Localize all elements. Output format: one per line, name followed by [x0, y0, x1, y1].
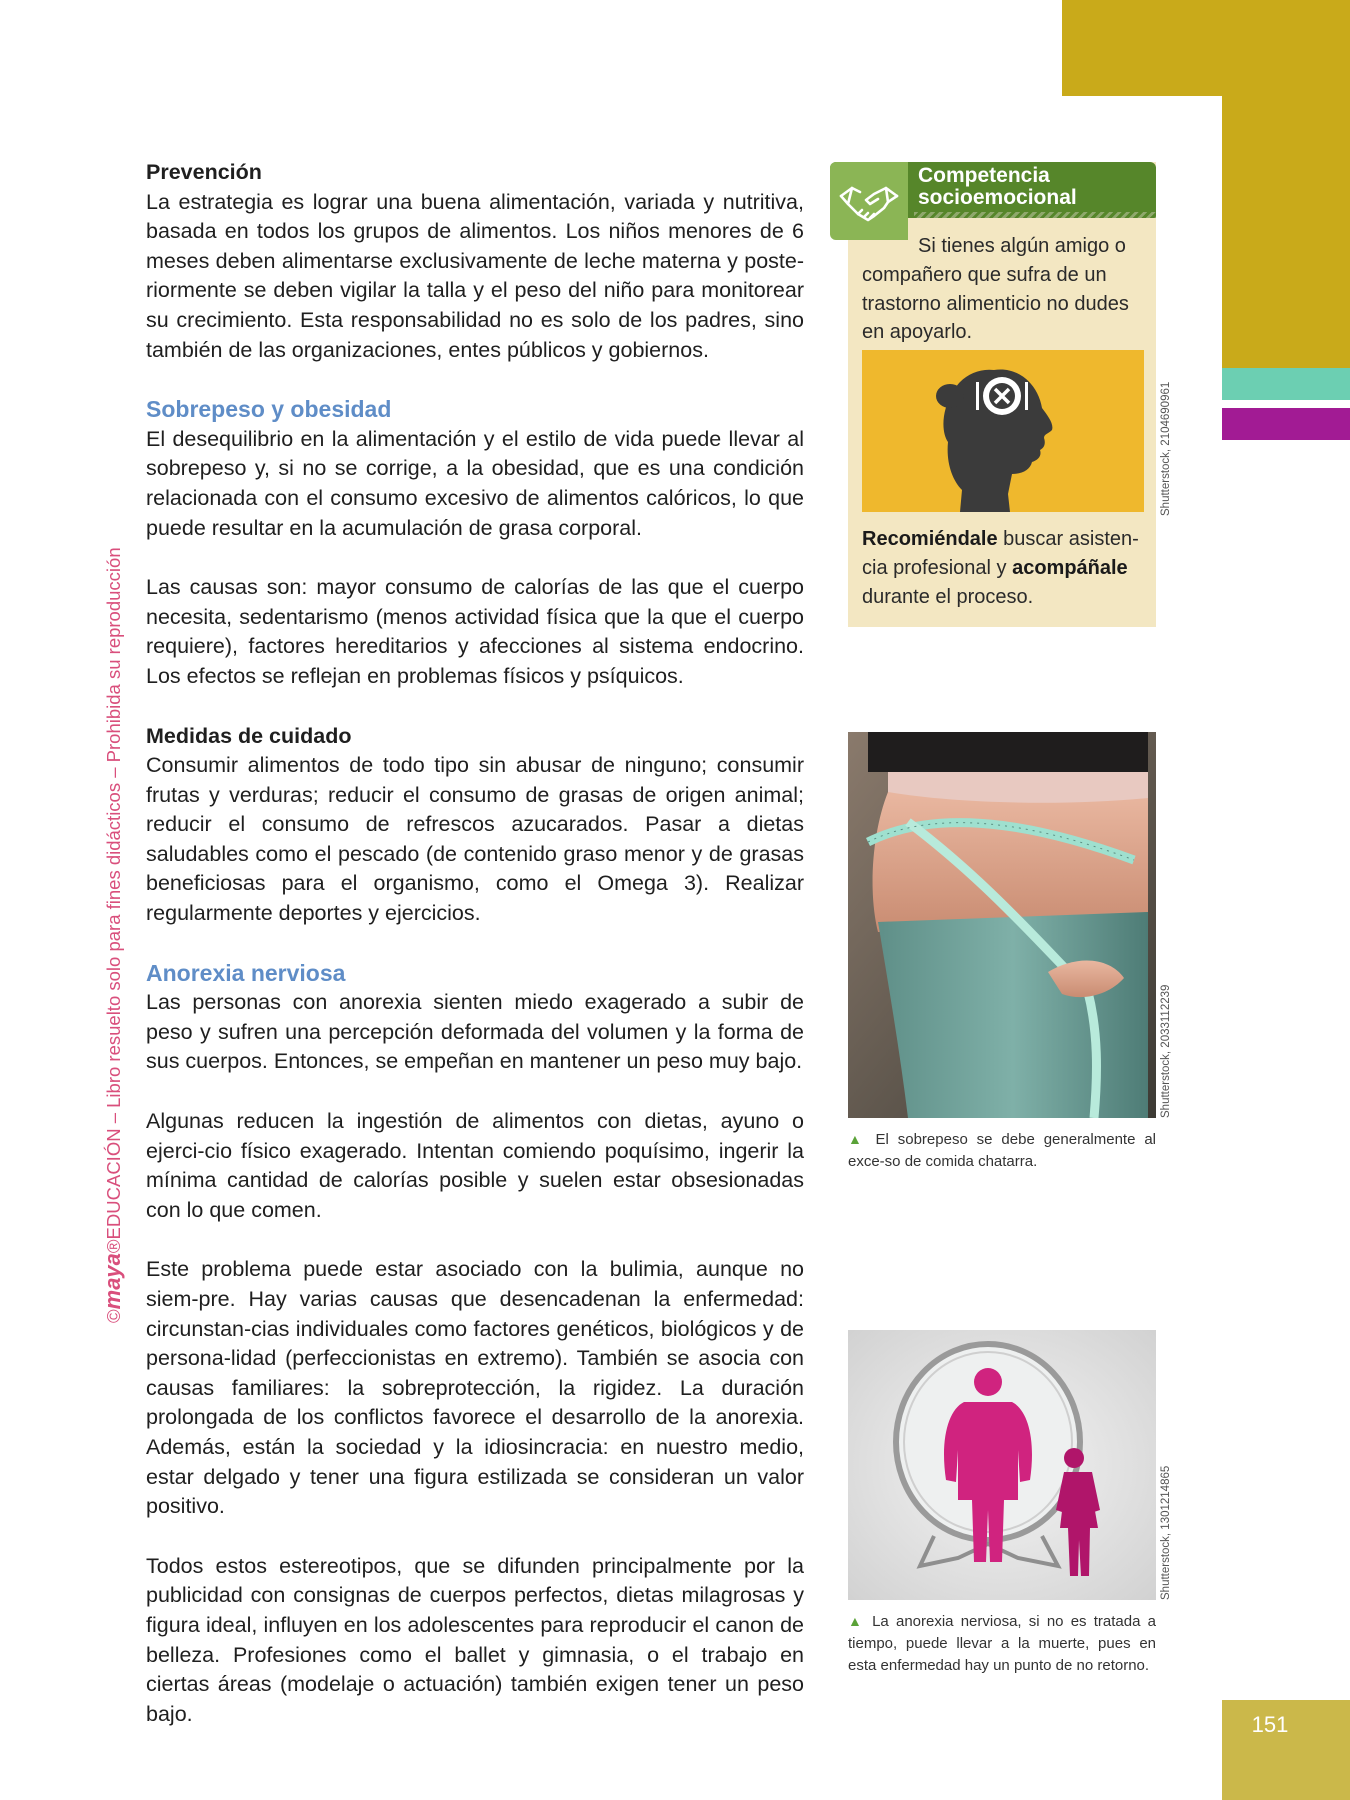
head-silhouette-illustration: [862, 350, 1144, 512]
triangle-icon: ▲: [848, 1613, 865, 1629]
main-column: [146, 158, 804, 1729]
copyright-side-note: [100, 547, 126, 1323]
side-note-text: EDUCACIÓN – Libro resuelto solo para fines didácticos – Prohibida su reproducción: [103, 547, 124, 1240]
rec-text-mid: buscar asisten-cia profesional y: [862, 528, 1139, 579]
registered-mark: ®: [103, 1239, 124, 1254]
paragraph-anorexia-2: Algunas reducen la ingestión de alimentos con dietas, ayuno o ejerci-cio físico exagerado. Intentan comiendo poquísimo, ingerir la mínima cantidad de calorías posible y suelen estar obsesionadas con lo que comen.: [146, 1109, 804, 1222]
triangle-icon: ▲: [848, 1131, 867, 1147]
decorative-gold-block: [1062, 0, 1350, 96]
rec-bold-2: acompáñale: [1012, 556, 1128, 579]
competencia-title: [918, 165, 1148, 209]
copyright-symbol: ©: [103, 1309, 124, 1323]
rec-text-end: durante el proceso.: [862, 585, 1034, 608]
handshake-icon: [830, 162, 908, 240]
credit-photo2: Shutterstock, 1301214865: [1160, 1465, 1172, 1600]
paragraph-anorexia-3: Este problema puede estar asociado con la bulimia, aunque no siem-pre. Hay varias causas que desencadenan la enfermedad: circunstan-cias individuales como factores genéticos, biológicos y de persona-lidad (perfeccionistas en extremo). También se asocia con causas familiares: la sobreprotección, la rigidez. La duración prolongada de los conflictos favorece el desarrollo de la anorexia. Además, están la sociedad y la idiosincracia: en nuestro medio, estar delgado y tener una figura estilizada se consideran un valor positivo.: [146, 1257, 804, 1519]
competencia-title-line1: Competencia: [918, 164, 1050, 187]
competencia-recommendation: [862, 525, 1148, 611]
competencia-title-line2: socioemocional: [918, 186, 1077, 209]
competencia-text-content: Si tienes algún amigo o compañero que sufra de un trastorno alimenticio no dudes en apoyarlo.: [862, 235, 1129, 344]
decorative-gold-tab: [1222, 96, 1350, 386]
brand-logo-text: maya: [100, 1253, 125, 1310]
paragraph-anorexia-4: Todos estos estereotipos, que se difunden principalmente por la publicidad con consignas de cuerpos perfectos, dietas milagrosas y figura ideal, influyen en los adolescentes para reproducir el canon de belleza. Profesiones como el ballet y gimnasia, o el trabajo en ciertas áreas (modelaje o actuación) también exigen tener un peso bajo.: [146, 1553, 804, 1726]
paragraph-anorexia-1: Las personas con anorexia sienten miedo exagerado a subir de peso y sufren una percepción deformada del volumen y la forma de sus cuerpos. Entonces, se empeñan en mantener un peso muy bajo.: [146, 990, 804, 1074]
paragraph-sobrepeso-2: Las causas son: mayor consumo de calorías de las que el cuerpo necesita, sedentarismo (menos actividad física que la que el cuerpo requiere), factores hereditarios y afecciones al sistema endocrino. Los efectos se reflejan en problemas físicos y psíquicos.: [146, 575, 804, 688]
heading-sobrepeso: Sobrepeso y obesidad: [146, 396, 392, 423]
photo-mirror-silhouettes: [848, 1330, 1156, 1600]
header-stripe: [914, 212, 1156, 218]
photo-measuring-tape: [848, 732, 1156, 1118]
decorative-teal-tab: [1222, 368, 1350, 400]
page-number: 151: [1251, 1712, 1289, 1737]
heading-prevencion: Prevención: [146, 160, 262, 184]
caption-photo1: [848, 1128, 1156, 1173]
credit-illustration: Shutterstock, 2104690961: [1160, 381, 1172, 516]
caption-photo2: [848, 1610, 1156, 1677]
rec-bold-1: Recomiéndale: [862, 528, 998, 550]
competencia-text: [862, 232, 1148, 347]
paragraph-prevencion: La estrategia es lograr una buena alimentación, variada y nutritiva, basada en todos los grupos de alimentos. Los niños menores de 6 meses deben alimentarse exclusivamente de leche materna y poste-riormente se deben vigilar la talla y el peso del niño para monitorear su crecimiento. Esta responsabilidad no es solo de los padres, sino también de las organizaciones, entes públicos y gobiernos.: [146, 189, 804, 362]
caption-photo2-text: La anorexia nerviosa, si no es tratada a tiempo, puede llevar a la muerte, pues en esta enfermedad hay un punto de no retorno.: [848, 1613, 1156, 1674]
credit-photo1: Shutterstock, 2033112239: [1160, 984, 1172, 1118]
heading-medidas: Medidas de cuidado: [146, 723, 352, 748]
decorative-magenta-tab: [1222, 408, 1350, 440]
paragraph-sobrepeso-1: El desequilibrio en la alimentación y el estilo de vida puede llevar al sobrepeso y, si no se corrige, a la obesidad, que es una condición relacionada con el consumo excesivo de alimentos calóricos, lo que puede resultar en la acumulación de grasa corporal.: [146, 426, 804, 540]
caption-photo1-text: El sobrepeso se debe generalmente al exce-so de comida chatarra.: [848, 1131, 1156, 1170]
heading-anorexia: Anorexia nerviosa: [146, 959, 346, 986]
paragraph-medidas: Consumir alimentos de todo tipo sin abusar de ninguno; consumir frutas y verduras; reducir el consumo de grasas de origen animal; reducir el consumo de refrescos azucarados. Pasar a dietas saludables como el pescado (de contenido graso menor y de grasas beneficiosas para el organismo, como el Omega 3). Realizar regularmente deportes y ejercicios.: [146, 753, 804, 926]
